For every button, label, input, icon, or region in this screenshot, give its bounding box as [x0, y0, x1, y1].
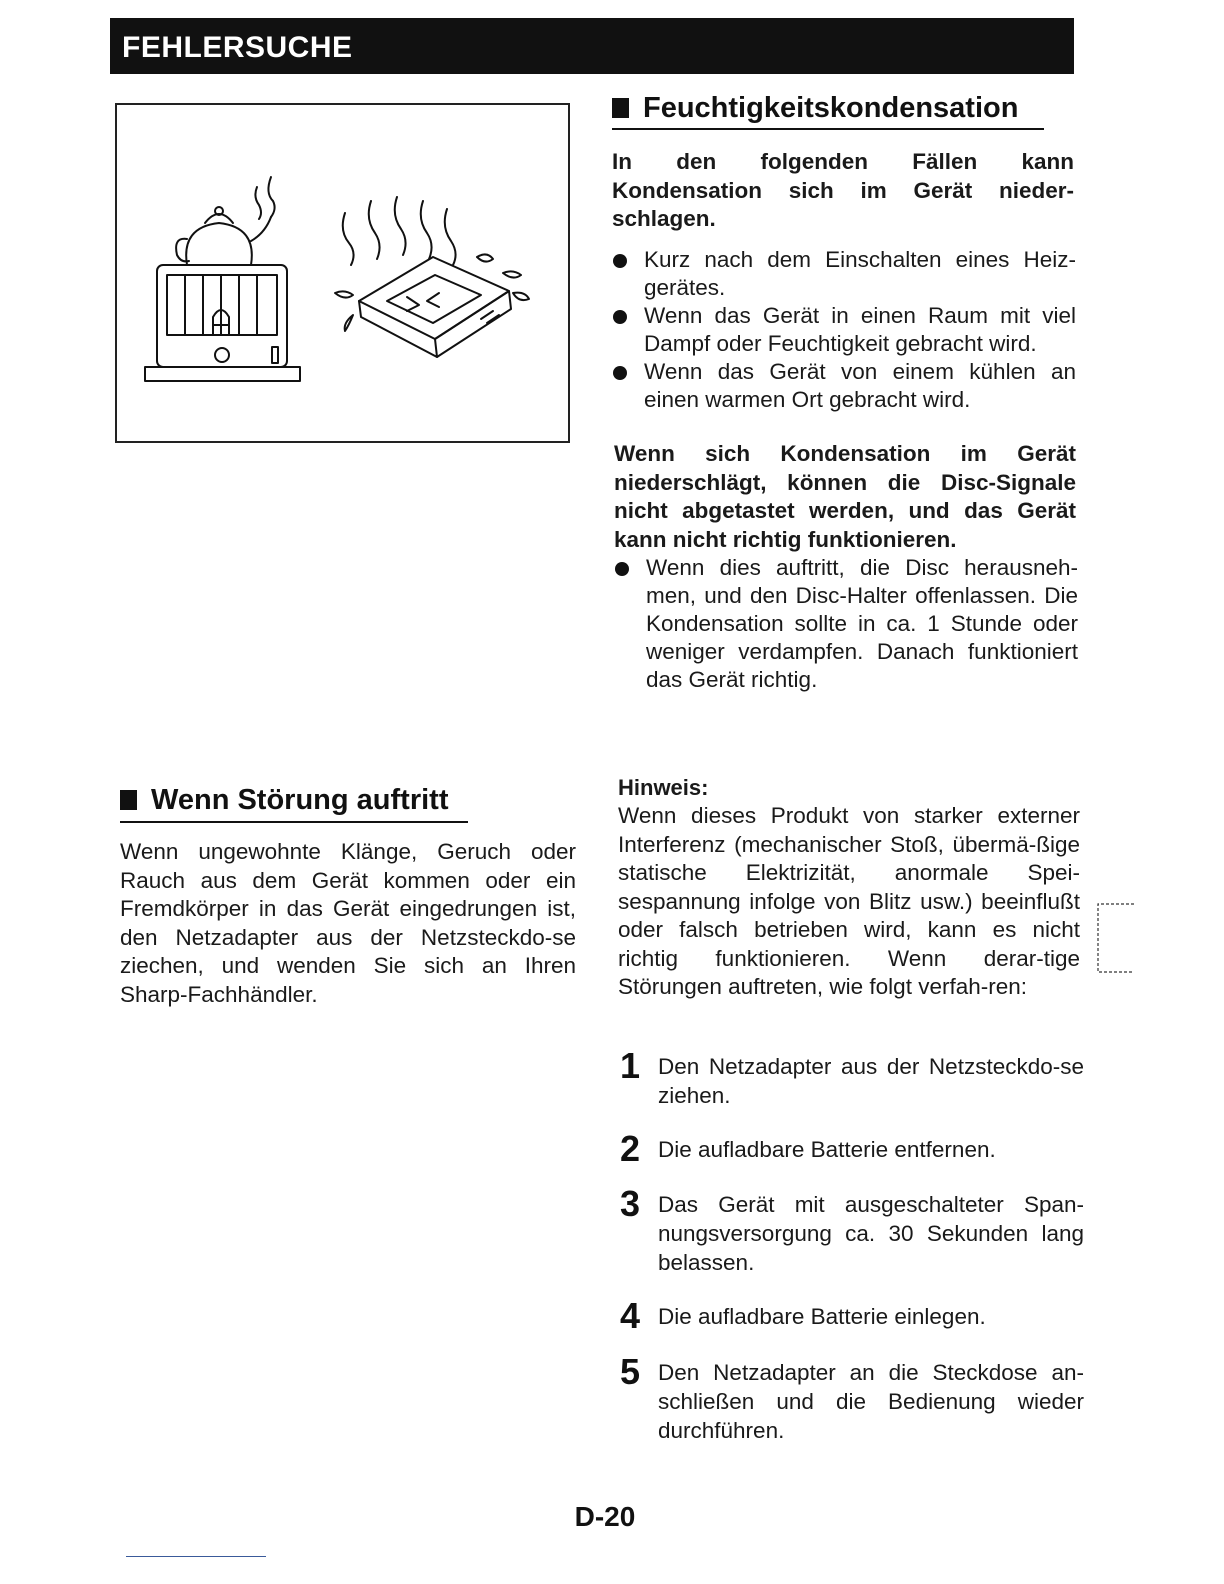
- condensation-title-underline: [612, 128, 1044, 130]
- list-item: Wenn das Gerät von einem kühlen an einen warmen Ort gebracht wird.: [612, 358, 1076, 414]
- step-number: 3: [620, 1183, 641, 1224]
- footer-rule: [126, 1556, 266, 1557]
- page-number: D-20: [574, 1501, 636, 1532]
- section-marker-icon: [612, 98, 629, 118]
- step-text: Den Netzadapter aus der Netzsteckdo-se ziehen.: [658, 1054, 1084, 1108]
- step-number: 1: [620, 1045, 641, 1086]
- step-text: Die aufladbare Batterie entfernen.: [658, 1137, 996, 1162]
- section-header-title: FEHLERSUCHE: [122, 31, 353, 64]
- bullet-icon: [615, 562, 629, 576]
- step-number: 2: [620, 1128, 641, 1169]
- heater-base: [145, 367, 300, 381]
- note-body: Wenn dieses Produkt von starker externer Interferenz (mechanischer Stoß, übermä-ßige statische Elektrizität, anormale Spei-sespannung infolge von Blitz usw.) beeinflußt oder falsch betrieben wird, kann es nicht richtig funktionieren. Wenn derar-tige Störungen auftreten, wie folgt verfah-ren:: [618, 803, 1080, 999]
- condensation-title-text: Feuchtigkeitskondensation: [643, 92, 1019, 124]
- list-item: Kurz nach dem Einschalten eines Heiz-gerätes.: [612, 246, 1076, 302]
- step-item: [620, 1351, 1084, 1445]
- step-text: Den Netzadapter an die Steckdose an-schließen und die Bedienung wieder durchführen.: [658, 1360, 1084, 1443]
- condensation-causes-list: [612, 246, 1076, 414]
- malfunction-title-underline: [120, 821, 468, 823]
- kettle-body: [186, 223, 252, 265]
- malfunction-title-text: Wenn Störung auftritt: [151, 784, 449, 816]
- step-number: 4: [620, 1295, 641, 1336]
- condensation-remedy-list: [614, 554, 1078, 694]
- step-text: Die aufladbare Batterie einlegen.: [658, 1304, 986, 1329]
- bullet-icon: [613, 254, 627, 268]
- step-item: [620, 1045, 1084, 1110]
- section-marker-icon: [120, 790, 137, 810]
- bullet-icon: [613, 310, 627, 324]
- condensation-warning: Wenn sich Kondensation im Gerät niederschlägt, können die Disc-Signale nicht abgetastet werden, und das Gerät kann nicht richtig funktionieren.: [614, 441, 1076, 552]
- step-item: [620, 1128, 1084, 1169]
- bullet-icon: [613, 366, 627, 380]
- list-item: Wenn das Gerät in einen Raum mit viel Dampf oder Feuchtigkeit gebracht wird.: [612, 302, 1076, 358]
- condensation-section-title: [612, 90, 1018, 126]
- list-item: Wenn dies auftritt, die Disc herausneh-men, und den Disc-Halter offenlassen. Die Kondensation sollte in ca. 1 Stunde oder weniger verdampfen. Danach funktioniert das Gerät richtig.: [614, 554, 1078, 694]
- step-item: [620, 1183, 1084, 1277]
- heater-and-player-drawing: [117, 105, 568, 441]
- step-item: [620, 1295, 1084, 1336]
- condensation-intro: In den folgenden Fällen kann Kondensation sich im Gerät nieder-schlagen.: [612, 149, 1074, 231]
- note-title: Hinweis:: [618, 775, 709, 800]
- chapter-tab-marker: [1094, 900, 1134, 980]
- condensation-illustration: [115, 103, 570, 443]
- step-number: 5: [620, 1351, 641, 1392]
- malfunction-section-title: [120, 782, 448, 818]
- step-text: Das Gerät mit ausgeschalteter Span-nungsversorgung ca. 30 Sekunden lang belassen.: [658, 1192, 1084, 1275]
- malfunction-body: Wenn ungewohnte Klänge, Geruch oder Rauch aus dem Gerät kommen oder ein Fremdkörper in das Gerät eingedrungen ist, den Netzadapter aus der Netzsteckdo-se ziechen, und wenden Sie sich an Ihren Sharp-Fachhändler.: [120, 839, 576, 1007]
